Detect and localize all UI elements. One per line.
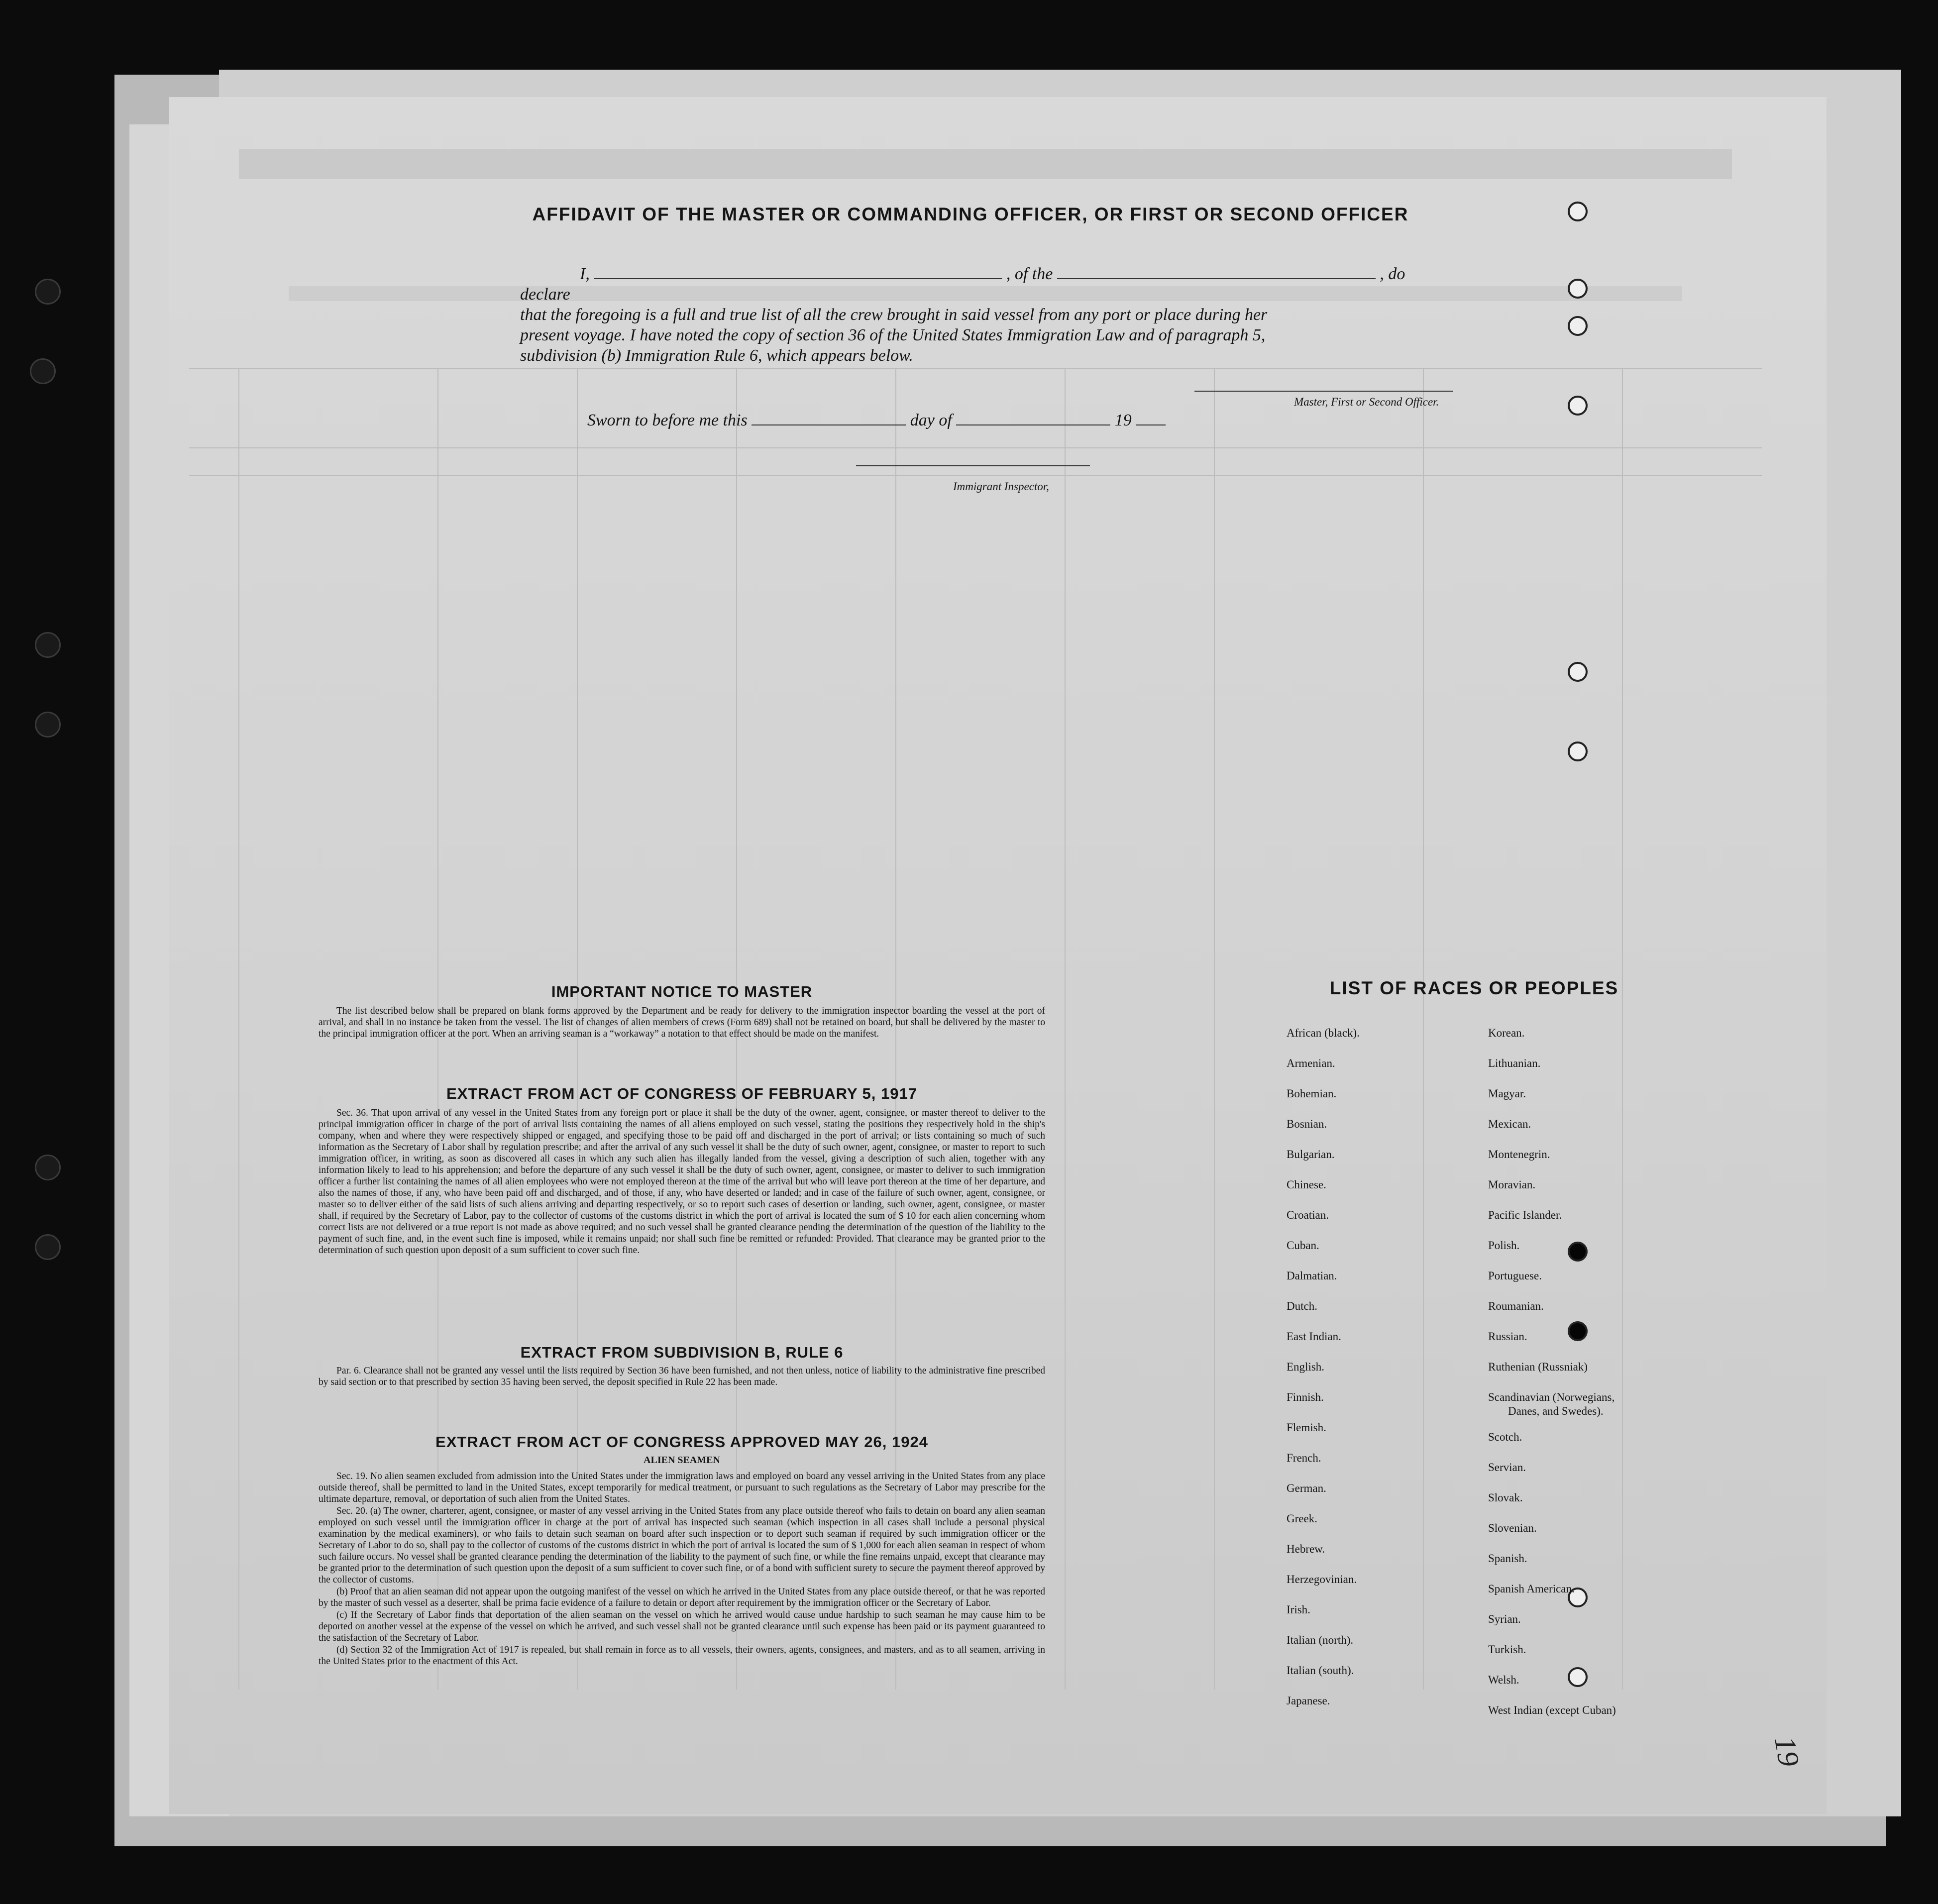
binder-hole — [35, 1234, 61, 1260]
section-20c-paragraph: (c) If the Secretary of Labor finds that deportation of the alien seaman on the vessel on which he arrived would cause undue hardship to such seaman he may cause him to be deported on another vessel at the expense of the vessel on which he arrived, and such vessel shall not be granted clearance until such expense has been paid or its payment guaranteed to the satisfaction of the Secretary of Labor. — [319, 1610, 1045, 1643]
race-item: Spanish. — [1488, 1552, 1527, 1565]
binder-hole — [1568, 662, 1588, 682]
rule-6-text — [319, 1365, 1045, 1388]
race-item: Ruthenian (Russniak) — [1488, 1361, 1588, 1373]
binder-hole — [35, 632, 61, 658]
race-item: Bulgarian. — [1287, 1148, 1335, 1161]
affidavit-line-2: that the foregoing is a full and true list of all the crew brought in said vessel from any port or place during her — [520, 306, 1268, 324]
sworn-month-field[interactable] — [956, 411, 1110, 425]
affidavit-body — [520, 264, 1456, 366]
race-item: Servian. — [1488, 1461, 1526, 1474]
race-item: French. — [1287, 1452, 1321, 1464]
act-1924-title: EXTRACT FROM ACT OF CONGRESS APPROVED MAY 26, 1924 — [435, 1433, 928, 1451]
day-of-label: day of — [910, 411, 952, 429]
race-item: Cuban. — [1287, 1239, 1319, 1252]
notice-title: IMPORTANT NOTICE TO MASTER — [551, 983, 813, 1000]
race-item: Hebrew. — [1287, 1543, 1325, 1555]
race-item: Danes, and Swedes). — [1508, 1405, 1604, 1417]
act-1924-subtitle: ALIEN SEAMEN — [644, 1455, 720, 1466]
race-item: Chinese. — [1287, 1178, 1326, 1191]
sworn-year-field[interactable] — [1136, 411, 1166, 425]
binder-hole — [1568, 741, 1588, 761]
race-item: Lithuanian. — [1488, 1057, 1541, 1069]
master-signature-field[interactable] — [1194, 391, 1453, 392]
race-item: Magyar. — [1488, 1087, 1526, 1100]
race-item: Turkish. — [1488, 1643, 1526, 1656]
race-item: Croatian. — [1287, 1209, 1329, 1221]
race-item: Dutch. — [1287, 1300, 1317, 1312]
section-20b-paragraph: (b) Proof that an alien seaman did not appear upon the outgoing manifest of the vessel on which he arrived in the United States from any place outside thereof, or that he was reported by the master of such vessel as a deserter, shall be prima facie evidence of a failure to detain or deport after requirement by the immigration officer or the Secretary of Labor. — [319, 1587, 1045, 1608]
act-1924-text — [319, 1471, 1045, 1668]
affidavit-line-1 — [520, 264, 1456, 305]
notice-paragraph: The list described below shall be prepared on blank forms approved by the Department and be ready for delivery to the immigration inspector boarding the vessel at the port of arrival, and shall in no instance be taken from the vessel. The list of changes of alien members of crews (Form 689) shall not be retained on board, but shall be delivered by the master to the principal immigration officer at the port. When an arriving seaman is a “workaway” a notation to that effect should be made on the manifest. — [319, 1006, 1045, 1039]
binder-hole — [35, 1155, 61, 1180]
race-item: Scotch. — [1488, 1431, 1522, 1443]
sworn-day-field[interactable] — [752, 411, 906, 425]
race-item: Syrian. — [1488, 1613, 1521, 1625]
sworn-label: Sworn to before me this — [587, 411, 748, 429]
affidavit-i: I, — [580, 265, 590, 283]
race-item: Finnish. — [1287, 1391, 1324, 1403]
inspector-signature-field[interactable] — [856, 465, 1090, 466]
race-item: Korean. — [1488, 1027, 1525, 1039]
handwritten-page-number: 19 — [1768, 1734, 1806, 1769]
race-item: African (black). — [1287, 1027, 1360, 1039]
affidavit-title: AFFIDAVIT OF THE MASTER OR COMMANDING OFFICER, OR FIRST OR SECOND OFFICER — [532, 204, 1409, 224]
race-item: Greek. — [1287, 1512, 1317, 1525]
section-20a-paragraph: Sec. 20. (a) The owner, charterer, agent, consignee, or master of any vessel arriving in the United States from any place outside thereof who fails to detain on board any alien seaman employed on such vessel until the immigration officer in charge at the port of arrival has inspected such seaman (which inspection in all cases shall include a personal physical examination by the medical examiners), or who fails to detain such seaman on board after such inspection or to deport such seaman if required by such immigration officer or the Secretary of Labor to do so, shall pay to the collector of customs of the customs district in which the port of arrival is located the sum of $ 1,000 for each alien seaman in respect of whom such failure occurs. No vessel shall be granted clearance pending the determination of the liability to the payment of such fine, or while the fine remains unpaid, except that clearance may be granted prior to the determination of such question upon the deposit of a sum sufficient to cover such fine, or of a bond with sufficient surety to secure the payment thereof approved by the collector of customs. — [319, 1506, 1045, 1585]
binder-hole — [1568, 279, 1588, 299]
binder-hole — [35, 279, 61, 305]
act-1917-title: EXTRACT FROM ACT OF CONGRESS OF FEBRUARY 5, 1917 — [446, 1085, 917, 1102]
race-item: Herzegovinian. — [1287, 1573, 1357, 1586]
race-item: West Indian (except Cuban) — [1488, 1704, 1616, 1716]
race-item: Spanish American. — [1488, 1583, 1575, 1595]
race-item: Moravian. — [1488, 1178, 1536, 1191]
race-item: Armenian. — [1287, 1057, 1335, 1069]
race-item: Polish. — [1488, 1239, 1520, 1252]
race-item: Scandinavian (Norwegians, — [1488, 1391, 1615, 1403]
binder-hole — [30, 358, 56, 384]
race-item: Dalmatian. — [1287, 1269, 1337, 1282]
year-prefix: 19 — [1114, 411, 1132, 429]
master-name-field[interactable] — [594, 264, 1002, 279]
race-item: Montenegrin. — [1488, 1148, 1550, 1161]
binder-hole — [1568, 396, 1588, 416]
race-item: Slovak. — [1488, 1491, 1523, 1504]
section-19-paragraph: Sec. 19. No alien seamen excluded from admission into the United States under the immigration laws and employed on board any vessel arriving in the United States from any place outside thereof, shall be permitted to land in the United States, except temporarily for medical treatment, or pursuant to such regulations as the Secretary of Labor may prescribe for the ultimate departure, removal, or deportation of such alien from the United States. — [319, 1471, 1045, 1504]
sworn-line — [587, 411, 1166, 430]
race-item: Roumanian. — [1488, 1300, 1544, 1312]
do-declare-label: , do declare — [520, 265, 1405, 304]
race-item: East Indian. — [1287, 1330, 1341, 1343]
binder-hole — [1568, 1667, 1588, 1687]
race-item: Irish. — [1287, 1603, 1310, 1616]
vessel-name-field[interactable] — [1057, 264, 1376, 279]
of-the-label: , of the — [1006, 265, 1053, 283]
race-item: Pacific Islander. — [1488, 1209, 1562, 1221]
race-item: Mexican. — [1488, 1118, 1531, 1130]
affidavit-line-4: subdivision (b) Immigration Rule 6, which appears below. — [520, 346, 913, 365]
binder-hole — [1568, 1321, 1588, 1341]
races-title: LIST OF RACES OR PEOPLES — [1329, 978, 1619, 998]
race-item: Bosnian. — [1287, 1118, 1327, 1130]
master-signature-label: Master, First or Second Officer. — [1294, 396, 1439, 408]
section-36-paragraph: Sec. 36. That upon arrival of any vessel in the United States from any foreign port or place it shall be the duty of the owner, agent, consignee, or master thereof to deliver to the principal immigration officer in charge of the port of arrival lists containing the names of all aliens employed on such vessel, stating the positions they respectively hold in the ship's company, when and where they were respectively shipped or engaged, and specifying those to be paid off and discharged in the port of arrival; or lists containing so much of such information as the Secretary of Labor shall by regulation prescribe; and after the arrival of any such vessel it shall be the duty of such owner, agent, consignee, or master to report to such immigration officer, in writing, as soon as discovered all cases in which any such alien has illegally landed from the vessel, giving a description of such alien, together with any information likely to lead to his apprehension; and before the departure of any such vessel it shall be the duty of such owner, agent, consignee, or master to deliver to such immigration officer a further list containing the names of all alien employees who were not employed thereon at the time of the arrival but who will leave port thereon at the time of her departure, and also the names of those, if any, who have been paid off and discharged, and of those, if any, who have deserted or landed; and in case of the failure of such owner, agent, consignee, or master so to deliver either of the said lists of such aliens arriving and departing respectively, or so to report such cases of desertion or landing, such owner, agent, consignee, or master shall, if required by the Secretary of Labor, pay to the collector of customs of the customs district in which the port of arrival is located the sum of $ 10 for each alien concerning whom correct lists are not delivered or a true report is not made as above required; and no such vessel shall be granted clearance pending the determination of the question of the liability to the payment of such fine, and, in the event such fine is imposed, while it remains unpaid; nor shall such fine be remitted or refunded: Provided. That clearance may be granted prior to the determination of such question upon deposit of a sum sufficient to cover such fine. — [319, 1108, 1045, 1256]
paragraph-6: Par. 6. Clearance shall not be granted any vessel until the lists required by Section 36 have been furnished, and not then unless, notice of liability to the administrative fine prescribed by said section or to that prescribed by section 35 having been served, the deposit specified in Rule 22 has been made. — [319, 1366, 1045, 1387]
rule-6-title: EXTRACT FROM SUBDIVISION B, RULE 6 — [520, 1344, 844, 1361]
race-item: English. — [1287, 1361, 1325, 1373]
binder-hole — [1568, 316, 1588, 336]
act-1917-text — [319, 1107, 1045, 1257]
race-item: Portuguese. — [1488, 1269, 1542, 1282]
notice-text — [319, 1005, 1045, 1040]
section-20d-paragraph: (d) Section 32 of the Immigration Act of 1917 is repealed, but shall remain in force as to all vessels, their owners, agents, consignees, and masters, and as to all seamen, arriving in the United States prior to the enactment of this Act. — [319, 1645, 1045, 1667]
race-item: Japanese. — [1287, 1694, 1330, 1707]
race-item: Welsh. — [1488, 1674, 1519, 1686]
race-item: Slovenian. — [1488, 1522, 1537, 1534]
inspector-signature-label: Immigrant Inspector, — [953, 480, 1049, 493]
affidavit-page — [169, 97, 1827, 1814]
race-item: Russian. — [1488, 1330, 1527, 1343]
race-item: Italian (north). — [1287, 1634, 1354, 1646]
race-item: Flemish. — [1287, 1421, 1326, 1434]
race-item: German. — [1287, 1482, 1326, 1494]
race-item: Italian (south). — [1287, 1664, 1354, 1677]
binder-hole — [35, 712, 61, 738]
race-item: Bohemian. — [1287, 1087, 1337, 1100]
affidavit-line-3: present voyage. I have noted the copy of section 36 of the United States Immigration Law and of paragraph 5, — [520, 326, 1266, 344]
binder-hole — [1568, 1242, 1588, 1262]
